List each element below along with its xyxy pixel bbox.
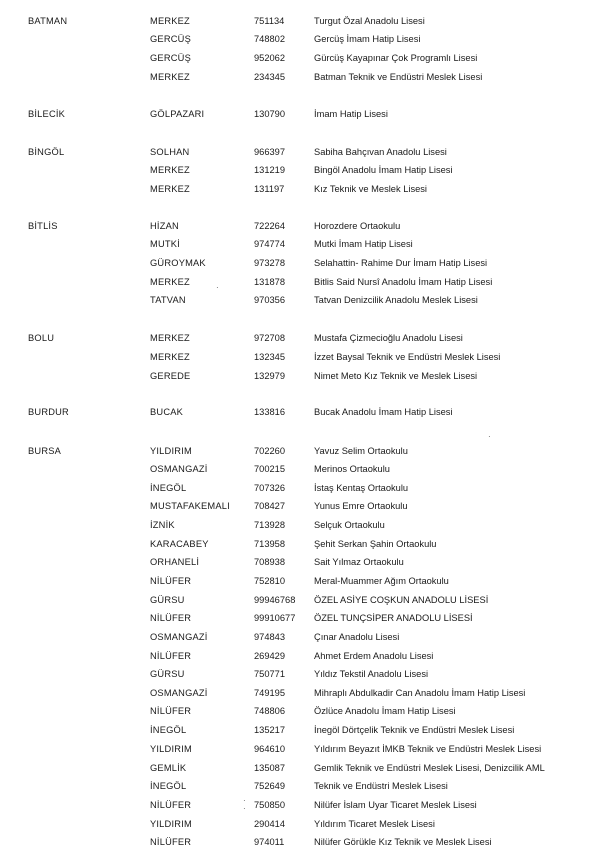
district-cell: OSMANGAZİ xyxy=(150,464,208,474)
code-cell: 973278 xyxy=(254,258,286,268)
code-cell: 702260 xyxy=(254,446,286,456)
code-cell: 131219 xyxy=(254,165,286,175)
table-row xyxy=(0,292,600,308)
school-name-cell: Nilüfer İslam Uyar Ticaret Meslek Lisesi xyxy=(314,800,477,810)
code-cell: 722264 xyxy=(254,221,286,231)
school-name-cell: Bucak Anadolu İmam Hatip Lisesi xyxy=(314,407,453,417)
table-row xyxy=(0,797,600,813)
district-cell: MERKEZ xyxy=(150,277,190,287)
school-name-cell: Sabiha Bahçıvan Anadolu Lisesi xyxy=(314,147,447,157)
table-row xyxy=(0,498,600,514)
code-cell: 974774 xyxy=(254,239,286,249)
district-cell: İNEGÖL xyxy=(150,781,187,791)
school-name-cell: Şehit Serkan Şahin Ortaokulu xyxy=(314,539,437,549)
district-cell: GEREDE xyxy=(150,371,191,381)
school-name-cell: Gercüş İmam Hatip Lisesi xyxy=(314,34,421,44)
table-row xyxy=(0,834,600,850)
table-row xyxy=(0,218,600,234)
code-cell: 970356 xyxy=(254,295,286,305)
code-cell: 972708 xyxy=(254,333,286,343)
city-cell: BİLECİK xyxy=(28,109,66,119)
code-cell: 748806 xyxy=(254,706,286,716)
code-cell: 135217 xyxy=(254,725,286,735)
district-cell: NİLÜFER xyxy=(150,651,192,661)
school-name-cell: Yıldırım Beyazıt İMKB Teknik ve Endüstri Meslek Lisesi xyxy=(314,744,542,754)
code-cell: 132345 xyxy=(254,352,286,362)
district-cell: YILDIRIM xyxy=(150,446,192,456)
district-cell: MERKEZ xyxy=(150,165,190,175)
school-name-cell: Yıldırım Ticaret Meslek Lisesi xyxy=(314,819,435,829)
school-name-cell: Bingöl Anadolu İmam Hatip Lisesi xyxy=(314,165,453,175)
code-cell: 99910677 xyxy=(254,613,296,623)
code-cell: 132979 xyxy=(254,371,286,381)
city-cell: BURDUR xyxy=(28,407,69,417)
school-name-cell: Selçuk Ortaokulu xyxy=(314,520,385,530)
district-cell: GÜRSU xyxy=(150,595,185,605)
school-name-cell: İzzet Baysal Teknik ve Endüstri Meslek Lisesi xyxy=(314,352,501,362)
code-cell: 269429 xyxy=(254,651,286,661)
table-row xyxy=(0,50,600,66)
table-row xyxy=(0,685,600,701)
district-cell: GEMLİK xyxy=(150,763,187,773)
code-cell: 130790 xyxy=(254,109,286,119)
school-name-cell: Ahmet Erdem Anadolu Lisesi xyxy=(314,651,434,661)
district-cell: NİLÜFER xyxy=(150,613,192,623)
code-cell: 131878 xyxy=(254,277,286,287)
table-row xyxy=(0,69,600,85)
code-cell: 234345 xyxy=(254,72,286,82)
scan-speck: · xyxy=(243,804,246,813)
district-cell: MUTKİ xyxy=(150,239,180,249)
school-name-cell: Tatvan Denizcilik Anadolu Meslek Lisesi xyxy=(314,295,478,305)
school-name-cell: Nilüfer Görükle Kız Teknik ve Meslek Lisesi xyxy=(314,837,492,847)
code-cell: 750771 xyxy=(254,669,286,679)
code-cell: 713928 xyxy=(254,520,286,530)
district-cell: MERKEZ xyxy=(150,16,190,26)
school-name-cell: Turgut Özal Anadolu Lisesi xyxy=(314,16,425,26)
table-row xyxy=(0,349,600,365)
school-name-cell: Yunus Emre Ortaokulu xyxy=(314,501,408,511)
school-name-cell: Teknik ve Endüstri Meslek Lisesi xyxy=(314,781,448,791)
table-row xyxy=(0,181,600,197)
school-name-cell: Selahattin- Rahime Dur İmam Hatip Lisesi xyxy=(314,258,488,268)
table-row xyxy=(0,236,600,252)
district-cell: NİLÜFER xyxy=(150,576,192,586)
code-cell: 131197 xyxy=(254,184,285,194)
table-row xyxy=(0,31,600,47)
table-row xyxy=(0,760,600,776)
school-name-cell: Çınar Anadolu Lisesi xyxy=(314,632,400,642)
school-name-cell: Gemlik Teknik ve Endüstri Meslek Lisesi, Denizcilik AML xyxy=(314,763,545,773)
school-name-cell: İnegöl Dörtçelik Teknik ve Endüstri Meslek Lisesi xyxy=(314,725,515,735)
district-cell: MERKEZ xyxy=(150,333,190,343)
code-cell: 713958 xyxy=(254,539,286,549)
table-row xyxy=(0,162,600,178)
school-name-cell: İstaş Kentaş Ortaokulu xyxy=(314,483,409,493)
scan-speck: · xyxy=(243,796,246,805)
school-name-cell: Mustafa Çizmecioğlu Anadolu Lisesi xyxy=(314,333,463,343)
school-name-cell: Batman Teknik ve Endüstri Meslek Lisesi xyxy=(314,72,483,82)
school-name-cell: Özlüce Anadolu İmam Hatip Lisesi xyxy=(314,706,456,716)
table-row xyxy=(0,461,600,477)
code-cell: 708427 xyxy=(254,501,286,511)
school-name-cell: Mutki İmam Hatip Lisesi xyxy=(314,239,413,249)
district-cell: İZNİK xyxy=(150,520,175,530)
table-row xyxy=(0,330,600,346)
city-cell: BİNGÖL xyxy=(28,147,65,157)
table-row xyxy=(0,144,600,160)
school-name-cell: ÖZEL TUNÇSİPER ANADOLU LİSESİ xyxy=(314,613,473,623)
code-cell: 749195 xyxy=(254,688,286,698)
table-row xyxy=(0,666,600,682)
district-cell: İNEGÖL xyxy=(150,483,187,493)
district-cell: NİLÜFER xyxy=(150,800,192,810)
district-cell: GÜROYMAK xyxy=(150,258,206,268)
school-name-cell: ÖZEL ASİYE COŞKUN ANADOLU LİSESİ xyxy=(314,595,489,605)
district-cell: YILDIRIM xyxy=(150,744,192,754)
table-row xyxy=(0,816,600,832)
table-row xyxy=(0,255,600,271)
school-name-cell: Gürcüş Kayapınar Çok Programlı Lisesi xyxy=(314,53,478,63)
school-name-cell: Merinos Ortaokulu xyxy=(314,464,390,474)
code-cell: 974843 xyxy=(254,632,286,642)
table-row xyxy=(0,722,600,738)
district-cell: ORHANELİ xyxy=(150,557,200,567)
district-cell: OSMANGAZİ xyxy=(150,688,208,698)
district-cell: TATVAN xyxy=(150,295,186,305)
district-cell: MUSTAFAKEMALI xyxy=(150,501,230,511)
city-cell: BURSA xyxy=(28,446,62,456)
school-name-cell: Meral-Muammer Ağım Ortaokulu xyxy=(314,576,449,586)
code-cell: 752810 xyxy=(254,576,286,586)
district-cell: YILDIRIM xyxy=(150,819,192,829)
code-cell: 290414 xyxy=(254,819,286,829)
school-name-cell: Bitlis Said Nursî Anadolu İmam Hatip Lisesi xyxy=(314,277,493,287)
district-cell: BUCAK xyxy=(150,407,184,417)
district-cell: HİZAN xyxy=(150,221,179,231)
table-row xyxy=(0,274,600,290)
table-row xyxy=(0,368,600,384)
code-cell: 964610 xyxy=(254,744,286,754)
school-name-cell: Sait Yılmaz Ortaokulu xyxy=(314,557,404,567)
table-row xyxy=(0,778,600,794)
district-cell: GERCÜŞ xyxy=(150,53,191,63)
city-cell: BİTLİS xyxy=(28,221,58,231)
code-cell: 752649 xyxy=(254,781,286,791)
table-row xyxy=(0,536,600,552)
table-row xyxy=(0,610,600,626)
district-cell: MERKEZ xyxy=(150,184,190,194)
district-cell: SOLHAN xyxy=(150,147,190,157)
school-name-cell: Yavuz Selim Ortaokulu xyxy=(314,446,408,456)
city-cell: BATMAN xyxy=(28,16,68,26)
table-row xyxy=(0,629,600,645)
district-cell: GERCÜŞ xyxy=(150,34,191,44)
code-cell: 974011 xyxy=(254,837,285,847)
scan-speck: · xyxy=(488,432,491,441)
table-row xyxy=(0,573,600,589)
table-row xyxy=(0,443,600,459)
district-cell: GÜRSU xyxy=(150,669,185,679)
district-cell: NİLÜFER xyxy=(150,837,192,847)
school-name-cell: Kız Teknik ve Meslek Lisesi xyxy=(314,184,427,194)
school-name-cell: Nimet Meto Kız Teknik ve Meslek Lisesi xyxy=(314,371,478,381)
district-cell: GÖLPAZARI xyxy=(150,109,205,119)
table-row xyxy=(0,106,600,122)
code-cell: 952062 xyxy=(254,53,286,63)
table-row xyxy=(0,404,600,420)
code-cell: 748802 xyxy=(254,34,286,44)
district-cell: MERKEZ xyxy=(150,352,190,362)
school-name-cell: Yıldız Tekstil Anadolu Lisesi xyxy=(314,669,429,679)
code-cell: 751134 xyxy=(254,16,285,26)
city-cell: BOLU xyxy=(28,333,55,343)
district-cell: OSMANGAZİ xyxy=(150,632,208,642)
code-cell: 135087 xyxy=(254,763,286,773)
code-cell: 99946768 xyxy=(254,595,296,605)
code-cell: 700215 xyxy=(254,464,286,474)
table-row xyxy=(0,554,600,570)
table-row xyxy=(0,741,600,757)
district-cell: NİLÜFER xyxy=(150,706,192,716)
table-row xyxy=(0,517,600,533)
scan-speck: · xyxy=(216,283,219,292)
table-row xyxy=(0,13,600,29)
district-cell: MERKEZ xyxy=(150,72,190,82)
code-cell: 707326 xyxy=(254,483,286,493)
school-name-cell: Mihraplı Abdulkadir Can Anadolu İmam Hatip Lisesi xyxy=(314,688,526,698)
district-cell: KARACABEY xyxy=(150,539,209,549)
table-row xyxy=(0,480,600,496)
code-cell: 708938 xyxy=(254,557,286,567)
school-name-cell: Horozdere Ortaokulu xyxy=(314,221,401,231)
table-row xyxy=(0,648,600,664)
table-row xyxy=(0,592,600,608)
school-name-cell: İmam Hatip Lisesi xyxy=(314,109,388,119)
district-cell: İNEGÖL xyxy=(150,725,187,735)
code-cell: 966397 xyxy=(254,147,286,157)
code-cell: 133816 xyxy=(254,407,286,417)
code-cell: 750850 xyxy=(254,800,286,810)
table-row xyxy=(0,703,600,719)
